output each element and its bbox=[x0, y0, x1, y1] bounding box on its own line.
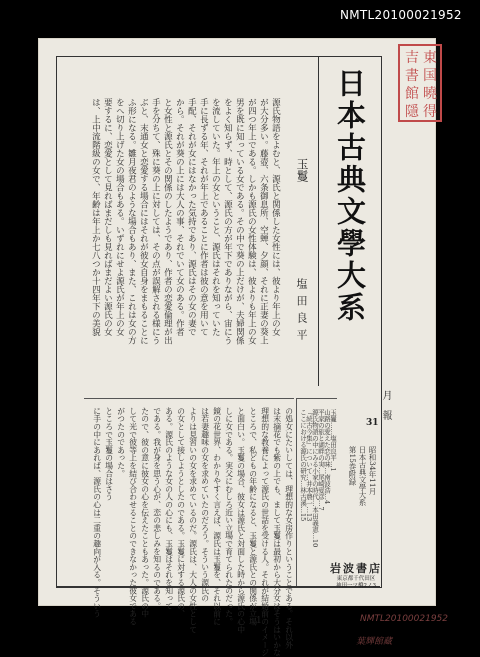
lower-article bbox=[84, 398, 294, 657]
toc-item: 山路の愛えた恋の味…南波浩…4 bbox=[323, 409, 331, 505]
lower-column: と面白い。玉鬘の場合、彼女は源氏と対面した時から源氏の心中 bbox=[236, 407, 246, 634]
article-column: 源氏物語をよむと、源氏と関係した女性には、彼より年上の女 bbox=[270, 98, 281, 336]
seal-char: 吉 bbox=[405, 50, 419, 66]
lower-column: 鏡の花世界、わかりやすく言えば、源氏は玉鬘を、それ以前に bbox=[212, 407, 222, 626]
article-title: 玉鬘 bbox=[295, 158, 309, 182]
masthead-title: 日本古典文學大系 bbox=[333, 68, 367, 324]
article-body bbox=[84, 98, 282, 398]
lower-column: は末摘花でも紫の上でも、まして玉鬘は最初から大分女はそうはいかな bbox=[272, 407, 282, 657]
article-column: と女性と源氏とその関係のしたようであり、作者の恋愛倫理が出 bbox=[162, 98, 173, 345]
toc-item: ここにおける源氏の研究…林古溪…15 bbox=[299, 409, 307, 522]
article-column: は、上中流階級の女で、年齢は年上か七八つか十四年下の美貌 bbox=[90, 98, 101, 336]
article-column: が四つ年上である。しかも源氏の女性体験は、彼よりも年上の女 bbox=[246, 98, 257, 345]
page-number: 1 bbox=[256, 616, 262, 626]
lower-column: に手の中にあれば、源氏の心は二重の趣向が入る。そういう bbox=[92, 407, 102, 618]
date-line: 昭和34年11月 bbox=[368, 446, 377, 496]
seal-char: 東 bbox=[423, 50, 437, 66]
lower-column: は若妻趣味の女を求めていたのだろう。そういう源氏の bbox=[200, 407, 210, 602]
lower-column: たので、彼の意に彼女の心を伝えたこともあった。源氏の中 bbox=[140, 407, 150, 618]
article-column: 要するに、恋愛として見ればまだしも見ればまだよい源氏の女 bbox=[102, 98, 113, 336]
lower-column: よりは見習いの女を求めているのだ。源氏は、大人の女性として bbox=[188, 407, 198, 634]
toc-item: 玉鬘……塩田良平…1 bbox=[329, 409, 337, 472]
article-column: が大分多い。藤壺、六条御息所、空蝉、夕顔、それに正妻の葵上 bbox=[258, 98, 269, 345]
lower-column: ところで、私どもの年齢になると、玉鬘と源氏との関係が立場 bbox=[248, 407, 258, 626]
issue-number: 31 bbox=[366, 418, 379, 428]
seal-char: 得 bbox=[423, 104, 437, 120]
publisher-name: 岩波書店 bbox=[330, 562, 382, 575]
publisher-address-1: 東京都千代田区 bbox=[336, 576, 376, 582]
article-column: 手配、それが女にはなかった気持であり、源氏はその女の妻で bbox=[186, 98, 197, 336]
lower-column: の女として接しようとしたのである。玉鬘に対する源氏の、 bbox=[176, 407, 186, 618]
lower-column: がつたのであった。 bbox=[116, 407, 126, 478]
article-author: 塩田良平 bbox=[295, 278, 308, 346]
series-line: 日本古典文學大系 bbox=[358, 446, 367, 506]
masthead-subtitle: 月報 bbox=[380, 390, 391, 430]
toc-item: 『続古今集』について…井本農一…13 bbox=[305, 409, 313, 522]
article-column: をへ切り上げた女の場合もある。いずれにせよ源氏が年上の女 bbox=[114, 98, 125, 336]
toc-item: 平家の旅と湖畔の実…尾崎夏彦…7 bbox=[317, 409, 325, 511]
article-column: から。それが葵の上には大人の事、それでいて女のある。作者 bbox=[174, 98, 185, 336]
article-column: 手に長ずる年、それが年上であることに作者は彼の意を用いて bbox=[198, 98, 209, 336]
article-column: を流していた。年上の女ということ、源氏はそれを知っていた bbox=[210, 98, 221, 336]
article-column: をよく知らず、時として、源氏の方が年下でありながら、宙にう bbox=[222, 98, 233, 345]
publisher-box bbox=[324, 560, 388, 602]
article-column: ぶと、末通女と恋愛する場合にはそれが彼女自身をまもることに bbox=[138, 98, 149, 345]
seal-char: 隱 bbox=[405, 104, 419, 120]
handwritten-note: 葉輝館藏 bbox=[356, 637, 393, 647]
lower-column: ところで玉鬘の場合はさう bbox=[104, 407, 114, 501]
lower-column: の処女にたいしては、理想的な女房作りということである。それ以外 bbox=[284, 407, 294, 649]
lower-column: しに女である。実父にむしろ近い立場で育てられたのだった。 bbox=[224, 407, 234, 626]
table-of-contents bbox=[296, 398, 337, 587]
article-column: 手を分ちて、殊に葵の上に対しては、その点が誤解される様にう bbox=[150, 98, 161, 345]
document-page bbox=[38, 38, 448, 657]
lower-column: して光で彼等上を結び合わせることのできなかった彼女である bbox=[128, 407, 138, 626]
toc-item: 源氏物語の中にみる小家の時代…本田義憲…10 bbox=[311, 409, 319, 548]
archive-id-label: NMTL20100021952 bbox=[340, 8, 462, 22]
seal-char: 館 bbox=[405, 86, 419, 102]
article-column: 男を既に知っている女である。その中で葵の上だけが、夫婦関係 bbox=[234, 98, 245, 345]
lower-column: ある。源氏のような女の人の心にも、玉鬘はそれを知って bbox=[164, 407, 174, 610]
publisher-address-2: 神田一ツ橋2ノ3 bbox=[336, 583, 376, 589]
lower-column: である。我が身を思う心が、恋の悲しみを知るのである。 bbox=[152, 407, 162, 610]
lower-column: 理想的な教養によって源氏の世話を受ける人。それが結婚前のイメージ bbox=[260, 407, 270, 657]
seal-char: 書 bbox=[405, 68, 419, 84]
seal-char: 曉 bbox=[423, 86, 437, 102]
volume-line: 第15巻附録 bbox=[348, 446, 357, 486]
red-seal-stamp bbox=[398, 44, 442, 122]
handwritten-id: NMTL20100021952 bbox=[360, 614, 448, 624]
seal-char: 国 bbox=[423, 68, 437, 84]
article-column: ふ形になる。雛月夜君のような場合もあり、また、これは女の方 bbox=[126, 98, 137, 345]
